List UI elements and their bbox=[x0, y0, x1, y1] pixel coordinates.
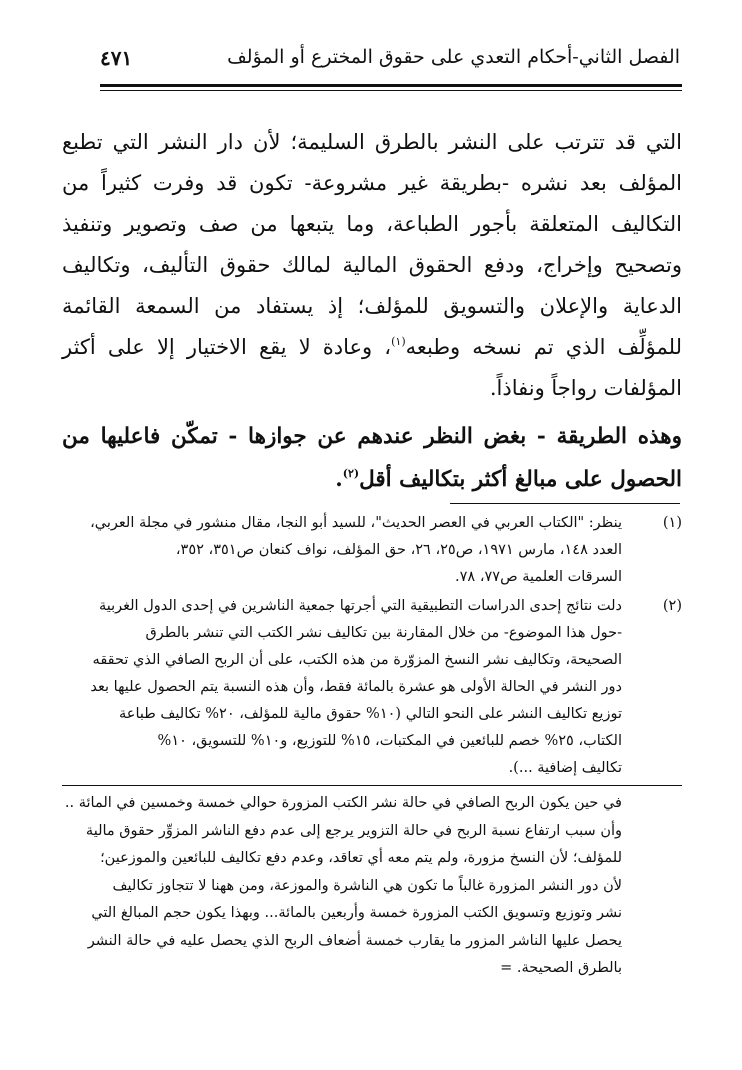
footnote-line: بالطرق الصحيحة. = bbox=[500, 960, 622, 976]
text-line: التي قد تترتب على النشر بالطرق السليمة؛ لأن دار النشر التي تطبع المؤلف bbox=[62, 130, 682, 195]
footnote-line: دلت نتائج إحدى الدراسات التطبيقية التي أجرتها جمعية الناشرين في إحدى الدول الغربية bbox=[98, 598, 622, 614]
text-line: المتعلقة بأجور الطباعة، وما يتبعها من صف وتصوير وتنفيذ وتصحيح bbox=[62, 212, 682, 277]
text-line: ، وعادة لا يقع الاختيار إلا على أكثر المؤلفات رواجاً bbox=[62, 335, 682, 400]
footnote-number: (١) bbox=[662, 515, 682, 531]
text-line: تم نسخه وطبعه bbox=[405, 335, 554, 359]
text-line: بعد نشره -بطريقة غير مشروعة- تكون قد وفرت كثيراً من التكاليف bbox=[62, 171, 682, 236]
footnote-line: السرقات العلمية ص٧٧، ٧٨. bbox=[455, 569, 622, 585]
text-line: من الحصول على مبالغ أكثر بتكاليف أقل bbox=[62, 424, 682, 492]
header-rule-thick bbox=[100, 84, 682, 87]
footnote-line: العدد ١٤٨، مارس ١٩٧١، ص٢٥، ٢٦، حق المؤلف، نواف كنعان ص٣٥١، ٣٥٢، bbox=[175, 542, 622, 558]
footnote-1 bbox=[62, 510, 682, 591]
text-line: ونفاذاً. bbox=[489, 376, 545, 400]
text-line: وهذه الطريقة - بغض النظر عندهم عن جوازها - تمكّن فاعليها bbox=[100, 424, 682, 449]
footnote-line: الكتاب، ٢٥% خصم للبائعين في المكتبات، ١٥% للتوزيع، و١٠% للتسويق، ١٠% bbox=[157, 733, 622, 749]
header-rule-thin bbox=[100, 90, 682, 91]
text-line: وإخراج، ودفع الحقوق المالية لمالك حقوق التأليف، وتكاليف الدعاية bbox=[62, 253, 682, 318]
page-number: ٤٧١ bbox=[100, 46, 133, 70]
footnote-line: دور النشر في الحالة الأولى هو عشرة بالمائة فقط، وأن هذه النسبة يتم الحصول عليها بعد bbox=[90, 679, 622, 695]
footnote-ref-2[interactable]: (٢) bbox=[342, 467, 360, 480]
footnote-line: الصحيحة، وتكاليف نشر النسخ المزوّرة من هذه الكتب، على أن الربح الصافي الذي تحققه bbox=[92, 652, 622, 668]
footnote-line: في حين يكون الربح الصافي في حالة نشر الكتب المزورة حوالي خمسة وخمسين في المائة .. bbox=[64, 795, 622, 811]
footnote-line: -حول هذا الموضوع- من خلال المقارنة بين تكاليف نشر الكتب التي تنشر بالطرق bbox=[145, 625, 622, 641]
footnote-number: (٢) bbox=[662, 598, 682, 614]
footnote-separator bbox=[450, 503, 680, 504]
footnote-line: يحصل عليها الناشر المزور ما يقارب خمسة أضعاف الربح الذي يحصل عليه في حالة النشر bbox=[87, 932, 622, 949]
running-header bbox=[100, 42, 680, 86]
main-text bbox=[62, 122, 682, 501]
footnote-continuation bbox=[62, 785, 682, 983]
footnote-line: ينظر: "الكتاب العربي في العصر الحديث"، للسيد أبو النجا، مقال منشور في مجلة العربي، bbox=[90, 515, 622, 531]
paragraph-1 bbox=[62, 122, 682, 409]
footnote-line: تكاليف إضافية ...). bbox=[508, 760, 622, 776]
footnote-2 bbox=[62, 593, 682, 782]
text-line: . bbox=[335, 467, 343, 492]
footnote-ref-1[interactable]: (١) bbox=[391, 335, 406, 348]
footnote-line: توزيع تكاليف النشر على النحو التالي (١٠% حقوق مالية للمؤلف، ٢٠% تكاليف طباعة bbox=[119, 706, 622, 722]
footnote-line: لأن دور النشر المزورة غالباً ما تكون هي الناشرة والموزعة، ومن ههنا لا تتجاوز تكاليف bbox=[112, 877, 622, 894]
footnote-line: للمؤلف؛ لأن النسخ مزورة، ولم يتم معه أي تعاقد، وعدم دفع تكاليف للبائعين والموزعين؛ bbox=[100, 850, 622, 866]
footnotes bbox=[62, 510, 682, 983]
footnote-line: وأن سبب ارتفاع نسبة الربح في حالة التزوير يرجع إلى عدم دفع الناشر المزوِّر حقوق مالية bbox=[85, 822, 622, 839]
text-line: والإعلان والتسويق للمؤلف؛ إذ يستفاد من السمعة القائمة للمؤلِّف الذي bbox=[62, 294, 682, 359]
paragraph-2 bbox=[62, 415, 682, 501]
chapter-title: الفصل الثاني-أحكام التعدي على حقوق المخترع أو المؤلف bbox=[227, 46, 680, 68]
footnote-line: نشر وتوزيع وتسويق الكتب المزورة خمسة وأربعين بالمائة... وبهذا يكون حجم المبالغ التي bbox=[91, 905, 622, 921]
